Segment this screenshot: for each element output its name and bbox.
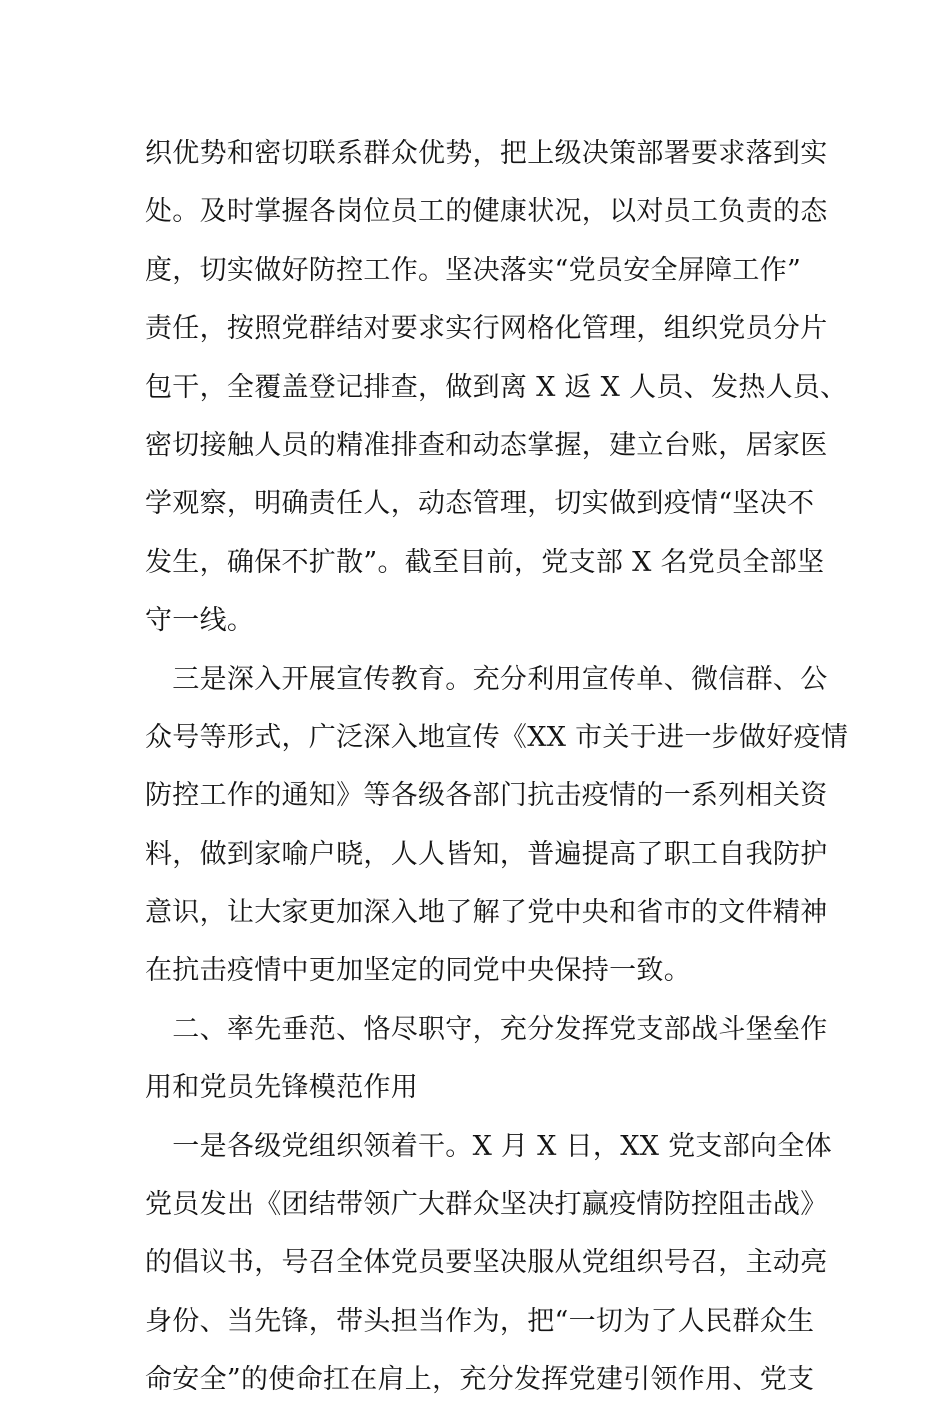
text-line: 守一线。 bbox=[145, 605, 255, 637]
text-line: 二、率先垂范、恪尽职守，充分发挥党支部战斗堡垒作 bbox=[145, 1013, 828, 1045]
text-line: 党员发出《团结带领广大群众坚决打赢疫情防控阻击战》 bbox=[145, 1189, 828, 1221]
text-line: 发生，确保不扩散”。截至目前，党支部 X 名党员全部坚 bbox=[145, 546, 825, 578]
text-line: 学观察，明确责任人，动态管理，切实做到疫情“坚决不 bbox=[145, 488, 815, 520]
text-line: 防控工作的通知》等各级各部门抗击疫情的一系列相关资 bbox=[145, 780, 828, 812]
text-line: 用和党员先锋模范作用 bbox=[145, 1072, 418, 1104]
text-line: 密切接触人员的精准排查和动态掌握，建立台账，居家医 bbox=[145, 429, 828, 461]
text-line: 的倡议书，号召全体党员要坚决服从党组织号召，主动亮 bbox=[145, 1247, 828, 1279]
text-line: 在抗击疫情中更加坚定的同党中央保持一致。 bbox=[145, 955, 691, 987]
text-line: 包干，全覆盖登记排查，做到离 X 返 X 人员、发热人员、 bbox=[145, 371, 848, 403]
text-line: 一是各级党组织领着干。X 月 X 日，XX 党支部向全体 bbox=[145, 1130, 832, 1162]
text-line: 身份、当先锋，带头担当作为，把“一切为了人民群众生 bbox=[145, 1305, 815, 1337]
text-line: 处。及时掌握各岗位员工的健康状况，以对员工负责的态 bbox=[145, 196, 828, 228]
body-text bbox=[145, 125, 849, 1410]
text-line: 三是深入开展宣传教育。充分利用宣传单、微信群、公 bbox=[145, 663, 828, 695]
text-line: 意识，让大家更加深入地了解了党中央和省市的文件精神 bbox=[145, 897, 828, 929]
text-line: 命安全”的使命扛在肩上，充分发挥党建引领作用、党支 bbox=[145, 1364, 815, 1396]
text-line: 度，切实做好防控工作。坚决落实“党员安全屏障工作” bbox=[145, 254, 802, 286]
text-line: 众号等形式，广泛深入地宣传《XX 市关于进一步做好疫情 bbox=[145, 721, 849, 753]
text-line: 责任，按照党群结对要求实行网格化管理，组织党员分片 bbox=[145, 313, 828, 345]
text-line: 织优势和密切联系群众优势，把上级决策部署要求落到实 bbox=[145, 138, 828, 169]
text-line: 料，做到家喻户晓，人人皆知，普遍提高了职工自我防护 bbox=[145, 838, 828, 870]
